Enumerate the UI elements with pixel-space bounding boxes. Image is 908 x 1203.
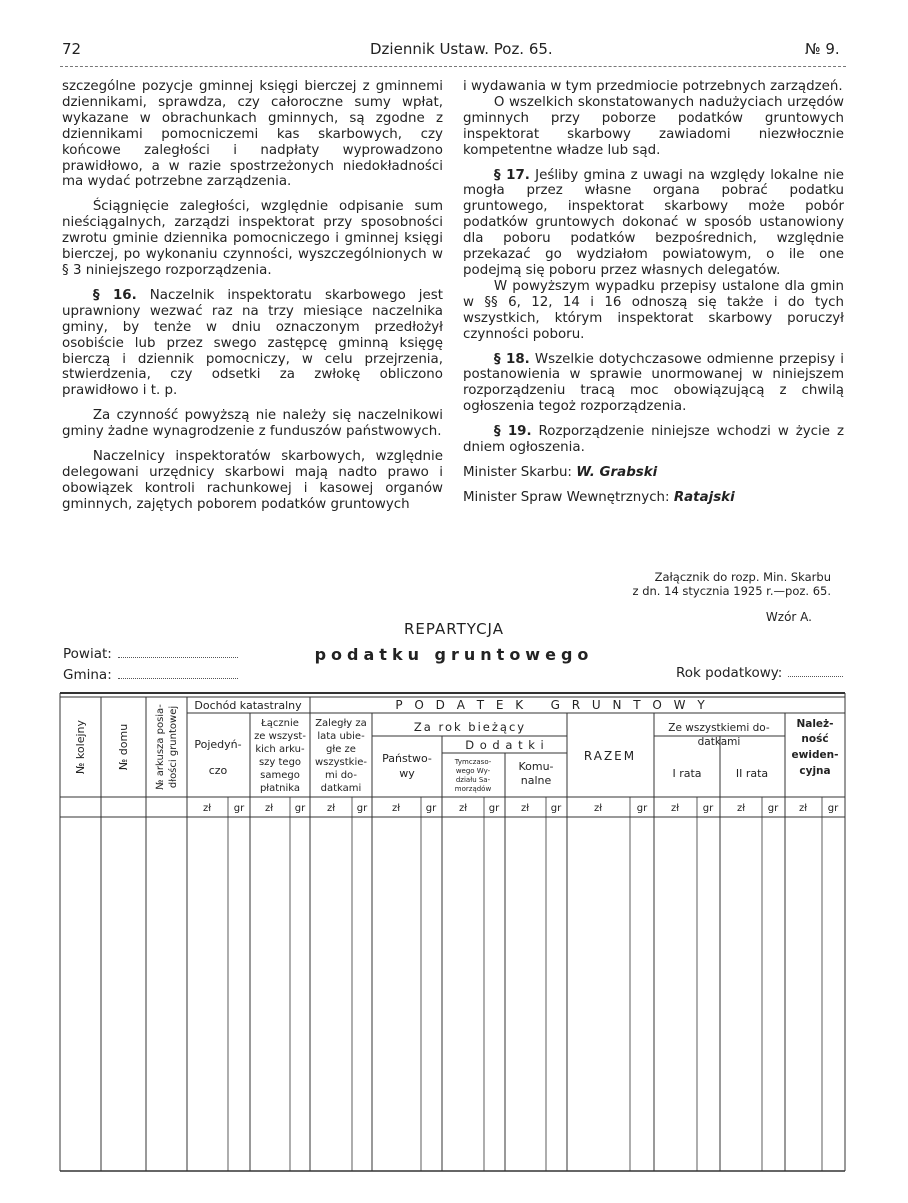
section-mark: § 19. (493, 424, 532, 440)
header-tymczasowy: wego Wy- (455, 767, 491, 775)
paragraph: i wydawania w tym przedmiocie potrzebnych zarządzeń. (463, 79, 843, 94)
paragraph: Ściągnięcie zaległości, względnie odpisanie sum nieściągalnych, zarządzi inspektorat przy sposobności zwrotu gminie dziennika pomocniczego i gminnej księgi bierczej, po wykonaniu czynności, wyszczególnionych w § 3 niniejszego rozporządzenia. (62, 199, 443, 278)
header-naleznosc: ewiden- (791, 749, 839, 761)
header-pojedynczo-2: czo (208, 764, 228, 777)
header-tymczasowy: działu Sa- (455, 776, 491, 784)
unit-gr: gr (827, 803, 839, 814)
header-naleznosc: cyjna (799, 765, 831, 777)
paragraph-text: Jeśliby gmina z uwagi na względy lokalne nie mogła przez własne organa pobrać podatku gruntowego, inspektorat skarbowy może pobór podatków gruntowych dokonać w sposób ustanowiony dla poboru podatków bezpośrednich, względnie przekazać go wydziałom powiatowym, o ile one podejmą się poboru przez własnych delegatów. (463, 167, 844, 278)
header-podatek-gruntowy: P O D A T E K G R U N T O W Y (395, 698, 709, 712)
header-zalegly: datkami (320, 783, 362, 794)
header-rata-2: II rata (735, 767, 769, 780)
header-lacznie: szy tego (258, 757, 302, 768)
paragraph: O wszelkich skonstatowanych nadużyciach urzędów gminnych przy poborze podatków gruntowych inspektorat skarbowy zawiadomi niezwłocznie kompetentne władze lub sąd. (463, 94, 844, 158)
header-razem: RAZEM (583, 749, 637, 763)
header-lacznie: kich arku- (255, 744, 305, 755)
annex-line: Załącznik do rozp. Min. Skarbu (654, 570, 831, 584)
unit-zl: zł (736, 803, 746, 814)
unit-zl: zł (520, 803, 530, 814)
header-zalegly: wszystkie- (314, 757, 368, 768)
unit-zl: zł (458, 803, 468, 814)
page-title: Dziennik Ustaw. Poz. 65. (370, 40, 553, 58)
header-panstwowy-2: wy (399, 767, 415, 780)
signature-name: Ratajski (673, 489, 735, 505)
signature-role: Minister Spraw Wewnętrznych: (463, 489, 670, 505)
unit-zl: zł (593, 803, 603, 814)
unit-gr: gr (702, 803, 714, 814)
model-label: Wzór A. (765, 610, 812, 624)
header-dochod: Dochód katastralny (194, 699, 302, 712)
unit-gr: gr (550, 803, 562, 814)
header-arkusz-2: dłości gruntowej (168, 705, 179, 789)
header-lacznie: ze wszyst- (254, 731, 306, 742)
header-naleznosc: ność (801, 733, 829, 745)
unit-gr: gr (425, 803, 437, 814)
unit-zl: zł (798, 803, 808, 814)
unit-zl: zł (391, 803, 401, 814)
unit-gr: gr (294, 803, 306, 814)
header-tymczasowy: Tymczaso- (454, 758, 492, 766)
header-zalegly: głe ze (326, 744, 356, 755)
issue-number: № 9. (805, 40, 840, 58)
header-dodatki: D o d a t k i (465, 738, 545, 752)
unit-gr: gr (767, 803, 779, 814)
unit-gr: gr (233, 803, 245, 814)
section-mark: § 16. (92, 287, 137, 303)
header-komunalne-1: Komu- (518, 760, 554, 773)
signature-name: W. Grabski (576, 464, 658, 480)
unit-gr: gr (488, 803, 500, 814)
header-za-rok: Za rok bieżący (413, 720, 527, 734)
header-ze-wszystkiemi-2: datkami (697, 736, 741, 748)
header-arkusz-1: № arkusza posia- (155, 704, 166, 790)
signature-role: Minister Skarbu: (463, 464, 572, 480)
unit-gr: gr (636, 803, 648, 814)
paragraph: Naczelnicy inspektoratów skarbowych, względnie delegowani urzędnicy skarbowi mają nadto prawo i obowiązek kontroli rachunkowej i kasowej organów gminnych, zajętych poborem podatków gruntowych (62, 449, 443, 512)
header-zalegly: mi do- (325, 770, 357, 781)
gmina-label: Gmina: (63, 667, 112, 683)
form-title: REPARTYCJA (404, 620, 504, 638)
paragraph-text: Naczelnik inspektoratu skarbowego jest uprawniony wezwać raz na trzy miesiące naczelnika gminy, by tenże w dniu oznaczonym przedłożył osobiście lub przez swego zastępcę gminną księgę bierczą i dziennik pomocniczy, w celu przejrzenia, stwierdzenia, czy odsetki za zwłokę obliczono prawidłowo i t. p. (62, 287, 443, 399)
annex-line: z dn. 14 stycznia 1925 r.—poz. 65. (632, 584, 831, 598)
header-lacznie: płatnika (259, 783, 301, 794)
header-komunalne-2: nalne (520, 774, 552, 787)
unit-zl: zł (326, 803, 336, 814)
header-rata-1: I rata (672, 767, 702, 780)
paragraph: szczególne pozycje gminnej księgi bierczej z gminnemi dziennikami, sprawdza, czy całoroczne sumy wpłat, wykazane w obrachunkach gminnych, są zgodne z dziennikami pomocniczemi kas skarbowych, czy końcowe zaległości i nadpłaty wyprowadzono prawidłowo, a w razie spostrzeżonych niedokładności ma wydać potrzebne zarządzenia. (62, 79, 443, 190)
unit-zl: zł (670, 803, 680, 814)
header-zalegly: lata ubie- (317, 731, 365, 742)
header-domu: № domu (117, 723, 130, 771)
section-mark: § 18. (493, 351, 530, 367)
paragraph: W powyższym wypadku przepisy ustalone dla gmin w §§ 6, 12, 14 i 16 odnoszą się także i do tych wszystkich, którym inspektorat skarbowy poruczył czynności poboru. (463, 278, 844, 342)
paragraph-text: Rozporządzenie niniejsze wchodzi w życie z dniem ogłoszenia. (463, 424, 844, 456)
header-kolejny: № kolejny (74, 719, 87, 775)
unit-zl: zł (264, 803, 274, 814)
powiat-label: Powiat: (63, 646, 112, 662)
rok-label: Rok podatkowy: (676, 665, 783, 681)
header-pojedynczo-1: Pojedyń- (194, 738, 242, 751)
section-mark: § 17. (493, 167, 530, 183)
header-tymczasowy: morządów (454, 785, 492, 793)
header-lacznie: Łącznie (261, 718, 299, 729)
header-lacznie: samego (260, 770, 300, 781)
paragraph: Za czynność powyższą nie należy się naczelnikowi gminy żadne wynagrodzenie z funduszów państwowych. (62, 408, 443, 440)
page-number: 72 (62, 40, 82, 58)
paragraph-text: Wszelkie dotychczasowe odmienne przepisy i postanowienia w sprawie unormowanej w niniejszem rozporządzeniu tracą moc obowiązującą z chwilą ogłoszenia tegoż rozporządzenia. (463, 351, 844, 415)
form-subtitle: podatku gruntowego (314, 645, 594, 664)
header-naleznosc: Należ- (796, 718, 834, 730)
header-zalegly: Zaległy za (315, 718, 367, 729)
unit-zl: zł (202, 803, 212, 814)
header-ze-wszystkiemi-1: Ze wszystkiemi do- (668, 722, 770, 734)
unit-gr: gr (356, 803, 368, 814)
header-panstwowy-1: Państwo- (382, 752, 432, 765)
